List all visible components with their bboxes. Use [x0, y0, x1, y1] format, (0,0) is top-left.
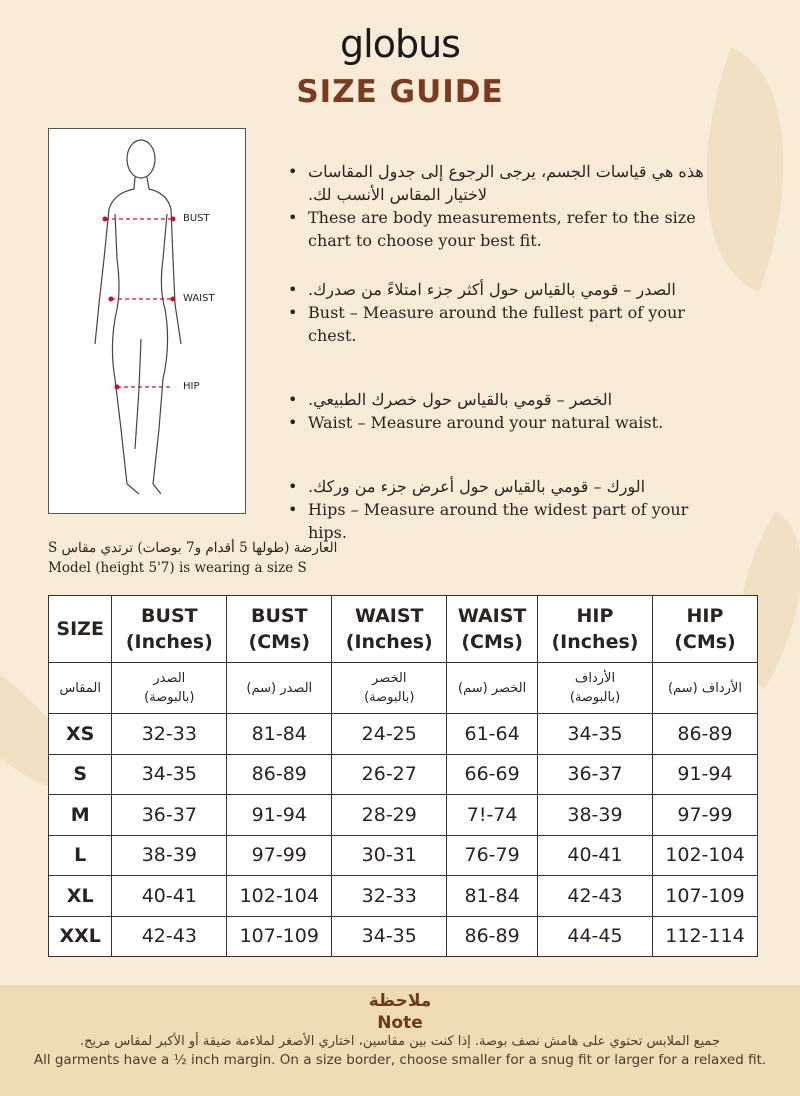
size-cell: M [49, 795, 112, 836]
measurement-cell: 86-89 [652, 714, 757, 755]
waist-label: WAIST [183, 293, 215, 304]
measurement-cell: 24-25 [332, 714, 447, 755]
note-text-ar: جميع الملابس تحتوي على هامش نصف بوصة. إذا كنت بين مقاسين، اختاري الأصغر لملاءمة ضيقة أو الأكبر لمقاس مريح. [79, 1034, 721, 1049]
brand-logo: globus [340, 22, 460, 66]
column-header-line: (Inches) [345, 631, 433, 653]
table-row [49, 714, 758, 755]
measurement-cell: 38-39 [112, 835, 227, 876]
column-header-line: WAIST [457, 605, 527, 627]
column-header-ar-line: المقاس [59, 680, 101, 696]
measurement-cell: 40-41 [112, 876, 227, 917]
measurement-cell: 102-104 [227, 876, 332, 917]
model-info-ar: العارضة (طولها 5 أقدام و7 بوصات) ترتدي مقاس S [48, 540, 338, 556]
column-header-line: HIP [686, 605, 724, 627]
column-header-ar-line: الصدر [153, 671, 186, 686]
instruction-ar: • هذه هي قياسات الجسم، يرجى الرجوع إلى جدول المقاسات لاختيار المقاس الأنسب لك. [288, 160, 728, 206]
column-header-ar-line: (بالبوصة) [569, 690, 621, 705]
column-header [332, 596, 447, 663]
measurement-cell: 97-99 [652, 795, 757, 836]
column-header [447, 596, 538, 663]
measurement-cell: 81-84 [447, 876, 538, 917]
column-header-ar [332, 663, 447, 714]
measurement-cell: 112-114 [652, 916, 757, 957]
hip-label: HIP [183, 381, 200, 392]
size-cell: XS [49, 714, 112, 755]
table-row [49, 795, 758, 836]
measurement-cell: 76-79 [447, 835, 538, 876]
column-header-ar [227, 663, 332, 714]
measurement-cell: 36-37 [112, 795, 227, 836]
column-header-line: BUST [141, 605, 198, 627]
measurement-cell: 36-37 [538, 754, 653, 795]
column-header [652, 596, 757, 663]
column-header [538, 596, 653, 663]
size-table [48, 595, 758, 957]
size-cell: XL [49, 876, 112, 917]
column-header-ar-line: (بالبوصة) [364, 690, 415, 705]
measurement-cell: 61-64 [447, 714, 538, 755]
instruction-en: • These are body measurements, refer to the size chart to choose your best fit. [288, 206, 728, 252]
bust-instruction-en: • Bust – Measure around the fullest part of your chest. [288, 301, 728, 347]
column-header-ar [652, 663, 757, 714]
measurement-cell: 28-29 [332, 795, 447, 836]
measurement-cell: 40-41 [538, 835, 653, 876]
measurement-cell: 81-84 [227, 714, 332, 755]
size-cell: L [49, 835, 112, 876]
note-text: All garments have a ½ inch margin. On a size border, choose smaller for a snug fit or larger for a relaxed fit. [33, 1052, 767, 1068]
measurement-cell: 102-104 [652, 835, 757, 876]
column-header-line: SIZE [56, 618, 104, 640]
measurement-cell: 42-43 [112, 916, 227, 957]
column-header-ar [112, 663, 227, 714]
column-header [227, 596, 332, 663]
body-silhouette-icon [49, 129, 245, 513]
column-header-ar-line: الخصر (سم) [458, 680, 527, 696]
table-row [49, 916, 758, 957]
column-header-ar-line: الأرداف [574, 671, 616, 686]
column-header-line: BUST [251, 605, 308, 627]
measurement-cell: 91-94 [652, 754, 757, 795]
column-header-line: (Inches) [551, 631, 639, 653]
column-header-line: HIP [576, 605, 614, 627]
hip-instruction-ar: • الورك – قومي بالقياس حول أعرض جزء من وركك. [288, 475, 728, 498]
measurement-cell: 86-89 [447, 916, 538, 957]
note-title: Note [377, 1013, 423, 1033]
page-title: SIZE GUIDE [296, 74, 504, 110]
header-row [49, 596, 758, 663]
column-header [49, 596, 112, 663]
measurement-cell: 30-31 [332, 835, 447, 876]
measurement-cell: 34-35 [112, 754, 227, 795]
model-info-en: Model (height 5'7) is wearing a size S [48, 560, 307, 576]
measurement-cell: 42-43 [538, 876, 653, 917]
measurement-cell: 32-33 [332, 876, 447, 917]
measurement-cell: 32-33 [112, 714, 227, 755]
hip-instruction-en: • Hips – Measure around the widest part of your hips. [288, 498, 728, 544]
size-cell: S [49, 754, 112, 795]
table-row [49, 835, 758, 876]
measurement-cell: 26-27 [332, 754, 447, 795]
table-row [49, 876, 758, 917]
measurement-cell: 34-35 [538, 714, 653, 755]
column-header-ar-line: (بالبوصة) [144, 690, 195, 705]
bust-label: BUST [183, 213, 210, 224]
column-header-ar-line: الأرداف (سم) [667, 680, 742, 696]
measurement-instructions [288, 160, 728, 568]
measurement-cell: 34-35 [332, 916, 447, 957]
note-section [0, 985, 800, 1096]
column-header-ar-line: الصدر (سم) [246, 680, 313, 696]
measurement-cell: 44-45 [538, 916, 653, 957]
measurement-cell: 91-94 [227, 795, 332, 836]
column-header-ar [538, 663, 653, 714]
size-cell: XXL [49, 916, 112, 957]
measurement-cell: 86-89 [227, 754, 332, 795]
column-header-ar [447, 663, 538, 714]
measurement-cell: 107-109 [652, 876, 757, 917]
column-header-line: (CMs) [461, 631, 523, 653]
bust-instruction-ar: • الصدر – قومي بالقياس حول أكثر جزء امتلاءً من صدرك. [288, 278, 728, 301]
column-header-ar-line: الخصر [372, 671, 407, 686]
body-measurement-figure [48, 128, 246, 514]
note-title-ar: ملاحظة [368, 991, 432, 1011]
measurement-cell: 107-109 [227, 916, 332, 957]
column-header [112, 596, 227, 663]
waist-instruction-en: • Waist – Measure around your natural waist. [288, 411, 728, 434]
measurement-cell: 66-69 [447, 754, 538, 795]
model-info [48, 538, 337, 578]
header-row-ar [49, 663, 758, 714]
measurement-cell: 38-39 [538, 795, 653, 836]
measurement-cell: 7!-74 [447, 795, 538, 836]
table-row [49, 754, 758, 795]
column-header-line: WAIST [354, 605, 424, 627]
column-header-line: (CMs) [674, 631, 736, 653]
column-header-line: (Inches) [125, 631, 213, 653]
waist-instruction-ar: • الخصر – قومي بالقياس حول خصرك الطبيعي. [288, 388, 728, 411]
column-header-ar [49, 663, 112, 714]
measurement-cell: 97-99 [227, 835, 332, 876]
column-header-line: (CMs) [248, 631, 311, 653]
